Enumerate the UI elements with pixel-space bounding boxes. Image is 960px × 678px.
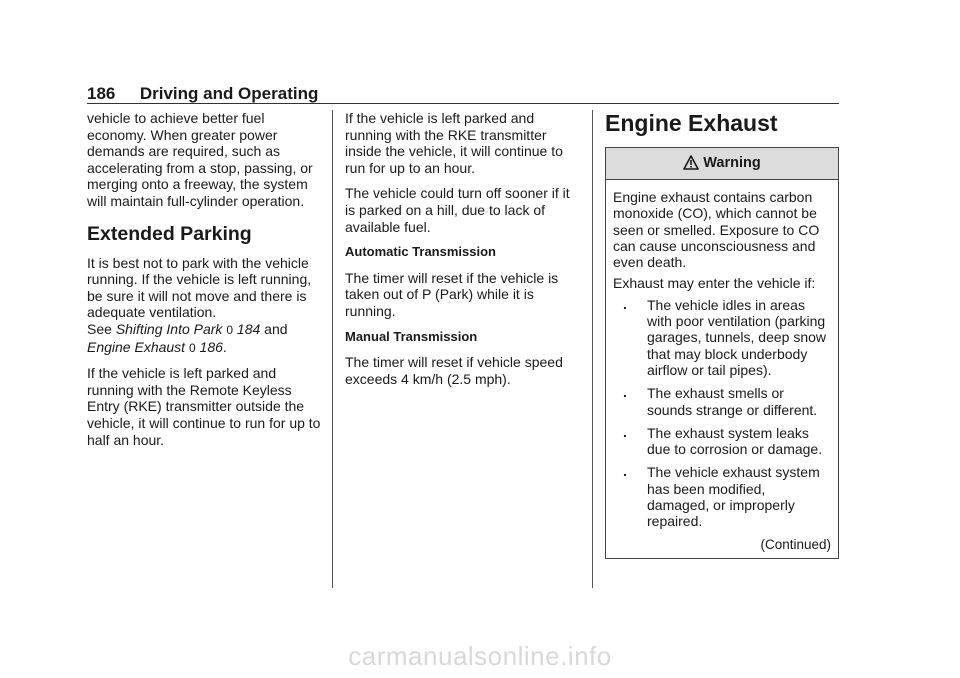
intro-paragraph: vehicle to achieve better fuel economy. When greater power demands are required, such as accelerating from a stop, passing, or merging onto a freeway, the system will maintain full-cylinder operation.: [87, 110, 313, 209]
continued-label: (Continued): [760, 536, 831, 552]
watermark: carmanualsonline.info: [348, 641, 612, 671]
warning-header: [606, 148, 838, 180]
extended-parking-paragraph: It is best not to park with the vehicle running. If the vehicle is left running, be sure it will not move and there is adequate ventilation. See Shifting Into Park 0 184 and Engine Exhaust 0 186.: [87, 254, 312, 355]
column-3: [605, 110, 839, 559]
column-2: [345, 110, 578, 396]
page-ref-186[interactable]: 186: [199, 338, 223, 355]
list-item: . The vehicle idles in areas with poor ventilation (parking garages, tunnels, deep snow that may block underbody airflow or tail pipes).: [623, 295, 827, 378]
warning-box: [605, 147, 839, 559]
engine-exhaust-link[interactable]: Engine Exhaust: [87, 338, 186, 355]
section-title: Driving and Operating: [139, 84, 319, 103]
rke-inside-paragraph: If the vehicle is left parked and running with the RKE transmitter inside the vehicle, it will continue to run for up to an hour.: [345, 110, 563, 176]
extended-parking-text: It is best not to park with the vehicle running. If the vehicle is left running, be sure it will not move and there is adequate ventilation.: [87, 254, 312, 321]
list-item: . The exhaust smells or sounds strange or different.: [623, 384, 818, 418]
page-ref-184[interactable]: 184: [236, 320, 261, 337]
warning-body: [606, 180, 838, 558]
and-text: and: [264, 320, 288, 337]
page-ref-arrow-icon: 0: [188, 340, 196, 355]
warning-list: [613, 297, 831, 530]
automatic-transmission-subheading: Automatic Transmission: [345, 244, 496, 260]
hill-paragraph: The vehicle could turn off sooner if it is parked on a hill, due to lack of available fuel.: [345, 185, 570, 235]
automatic-transmission-paragraph: The timer will reset if the vehicle is taken out of P (Park) while it is running.: [345, 269, 559, 319]
manual-transmission-paragraph: The timer will reset if vehicle speed exceeds 4 km/h (2.5 mph).: [345, 354, 563, 387]
manual-transmission-subheading: Manual Transmission: [345, 328, 478, 344]
warning-exhaust-intro: Exhaust may enter the vehicle if:: [613, 275, 816, 292]
see-text: See: [87, 320, 112, 337]
rke-outside-paragraph: If the vehicle is left parked and running with the Remote Keyless Entry (RKE) transmitter outside the vehicle, it will continue to run for up to half an hour.: [87, 365, 321, 448]
warning-co-paragraph: Engine exhaust contains carbon monoxide (CO), which cannot be seen or smelled. Exposure to CO can cause unconsciousness and even death.: [613, 189, 820, 271]
warning-title: Warning: [703, 155, 761, 171]
list-item: . The exhaust system leaks due to corrosion or damage.: [623, 423, 823, 458]
column-1: [87, 110, 324, 457]
column-divider: [332, 110, 333, 588]
list-item: . The vehicle exhaust system has been modified, damaged, or improperly repaired.: [623, 463, 820, 530]
page-ref-arrow-icon: 0: [226, 322, 234, 337]
page-header: [87, 84, 839, 104]
page-number: 186: [87, 84, 116, 103]
extended-parking-heading: Extended Parking: [87, 222, 252, 245]
header-rule: [87, 103, 839, 104]
warning-triangle-icon: [683, 155, 699, 170]
shifting-into-park-link[interactable]: Shifting Into Park: [115, 320, 223, 337]
column-divider: [592, 110, 593, 588]
engine-exhaust-heading: Engine Exhaust: [605, 110, 778, 136]
